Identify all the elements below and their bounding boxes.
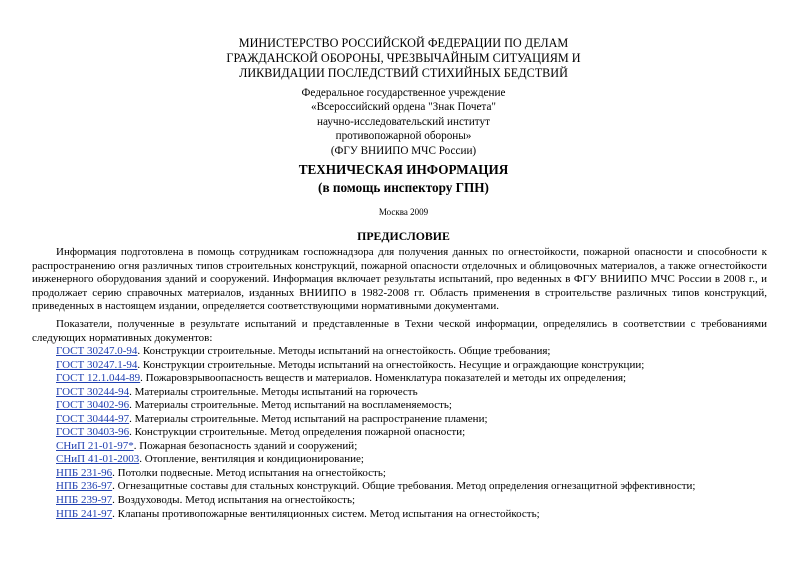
list-item xyxy=(56,426,776,440)
preface-paragraph-2: Показатели, полученные в результате испытаний и представленные в Техни ческой информации, определялись в соответствии с требованиями следующих нормативных документов: xyxy=(32,318,767,344)
norm-description: . Клапаны противопожарные вентиляционных систем. Метод испытания на огнестойкость; xyxy=(112,507,540,520)
norm-link[interactable]: ГОСТ 30247.1-94 xyxy=(56,358,138,371)
institution-line: «Всероссийский ордена "Знак Почета" xyxy=(310,101,496,114)
norm-link[interactable]: ГОСТ 30403-96 xyxy=(56,426,130,439)
list-item xyxy=(56,345,776,359)
list-item xyxy=(56,413,776,427)
institution-line: противопожарной обороны» xyxy=(335,130,472,143)
preface-heading: ПРЕДИСЛОВИЕ xyxy=(357,229,450,243)
norm-link[interactable]: СНиП 41-01-2003 xyxy=(56,453,140,466)
ministry-line: МИНИСТЕРСТВО РОССИЙСКОЙ ФЕДЕРАЦИИ ПО ДЕЛАМ xyxy=(238,36,569,50)
ministry-line: ЛИКВИДАЦИИ ПОСЛЕДСТВИЙ СТИХИЙНЫХ БЕДСТВИЙ xyxy=(239,66,568,81)
ministry-line: ГРАЖДАНСКОЙ ОБОРОНЫ, ЧРЕЗВЫЧАЙНЫМ СИТУАЦИЯМ И xyxy=(226,51,581,66)
norm-link[interactable]: ГОСТ 30244-94 xyxy=(56,385,130,398)
institution-line: научно-исследовательский институт xyxy=(316,115,491,128)
norm-description: . Конструкции строительные. Методы испытаний на огнестойкость. Несущие и ограждающие конструкции; xyxy=(137,358,645,371)
institution-block xyxy=(0,86,807,158)
list-item xyxy=(56,399,776,413)
institution-line: (ФГУ ВНИИПО МЧС России) xyxy=(330,144,477,157)
norm-description: . Огнезащитные составы для стальных конструкций. Общие требования. Метод определения огнезащитной эффективности; xyxy=(112,480,696,493)
norm-description: . Пожаровзрывоопасность веществ и материалов. Номенклатура показателей и методы их определения; xyxy=(140,372,627,385)
norm-description: . Воздуховоды. Метод испытания на огнестойкость; xyxy=(112,494,356,507)
norm-description: . Потолки подвесные. Метод испытания на огнестойкость; xyxy=(112,466,386,479)
title-main: ТЕХНИЧЕСКАЯ ИНФОРМАЦИЯ xyxy=(298,162,509,177)
norm-description: . Материалы строительные. Методы испытаний на горючесть xyxy=(129,385,418,398)
norm-link[interactable]: НПБ 239-97 xyxy=(56,494,113,507)
list-item xyxy=(56,494,776,508)
norm-description: . Конструкции строительные. Метод определения пожарной опасности; xyxy=(129,426,466,439)
normative-documents-list xyxy=(56,345,776,521)
list-item xyxy=(56,440,776,454)
norm-description: . Материалы строительные. Метод испытаний на распространение пламени; xyxy=(129,412,488,425)
norm-link[interactable]: ГОСТ 30402-96 xyxy=(56,399,130,412)
list-item xyxy=(56,453,776,467)
list-item xyxy=(56,359,776,373)
ministry-header xyxy=(0,36,807,82)
list-item xyxy=(56,480,776,494)
list-item xyxy=(56,467,776,481)
norm-link[interactable]: НПБ 241-97 xyxy=(56,507,113,520)
norm-link[interactable]: ГОСТ 30247.0-94 xyxy=(56,345,138,357)
norm-description: . Конструкции строительные. Методы испытаний на огнестойкость. Общие требования; xyxy=(137,345,551,357)
norm-link[interactable]: НПБ 231-96 xyxy=(56,466,113,479)
norm-link[interactable]: НПБ 236-97 xyxy=(56,480,113,493)
title-sub: (в помощь инспектору ГПН) xyxy=(318,180,489,195)
institution-line: Федеральное государственное учреждение xyxy=(301,87,506,99)
document-title xyxy=(0,161,807,197)
norm-link[interactable]: ГОСТ 30444-97 xyxy=(56,412,130,425)
list-item xyxy=(56,508,776,522)
city-year: Москва 2009 xyxy=(378,207,429,217)
norm-description: . Пожарная безопасность зданий и сооружений; xyxy=(133,439,358,452)
norm-description: . Материалы строительные. Метод испытаний на воспламеняемость; xyxy=(129,399,452,412)
list-item xyxy=(56,372,776,386)
norm-link[interactable]: ГОСТ 12.1.044-89 xyxy=(56,372,141,385)
preface-paragraph-1: Информация подготовлена в помощь сотрудникам госпожнадзора для получения данных по огнестойкости, пожарной опасности и способности к распространению огня различных типов строительных конструкций, пожарной опасности отделочных и облицовочных материалов, а также огнестойкости инженерного оборудования зданий и сооружений. Информация включает результаты испытаний, про веденных в ФГУ ВНИИПО МЧС России в 2008 г., и продолжает серию справочных материалов, изданных ВНИИПО в 1982-2008 гг. Область применения в строительстве различных типов конструкций, приведенных в настоящем издании, определяется соответствующими нормативными документами. xyxy=(32,246,767,312)
norm-description: . Отопление, вентиляция и кондиционирование; xyxy=(139,453,364,466)
list-item xyxy=(56,386,776,400)
norm-link[interactable]: СНиП 21-01-97* xyxy=(56,439,134,452)
